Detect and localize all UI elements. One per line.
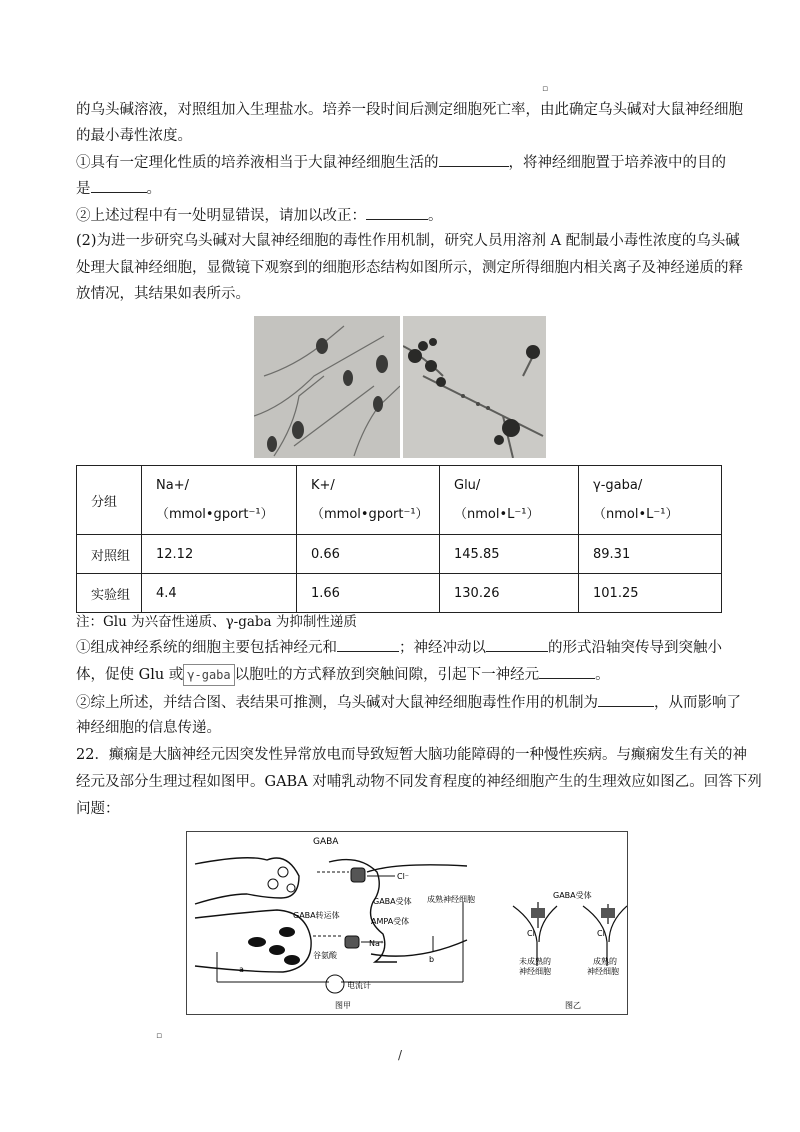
text-fragment: ①组成神经系统的细胞主要包括神经元和 bbox=[76, 640, 337, 656]
table-cell: 4.4 bbox=[142, 574, 297, 613]
label-gaba-transporter: GABA转运体 bbox=[293, 911, 340, 920]
table-cell: 130.26 bbox=[440, 574, 579, 613]
text-fragment: 的形式沿轴突传导到突触小 bbox=[548, 640, 722, 656]
header-unit: （nmol•L⁻¹） bbox=[593, 507, 679, 522]
answer-blank[interactable] bbox=[439, 152, 509, 167]
label-mature-1: 成熟的 bbox=[593, 957, 617, 966]
header-unit: （mmol•gport⁻¹） bbox=[311, 507, 429, 522]
label-mature-neuron: 成熟神经细胞 bbox=[427, 895, 475, 904]
answer-blank[interactable] bbox=[486, 637, 548, 652]
answer-blank[interactable] bbox=[366, 205, 428, 220]
question-2-1 bbox=[76, 637, 722, 658]
label-mature-2: 神经细胞 bbox=[587, 967, 619, 976]
header-cell bbox=[142, 466, 297, 535]
caption-fig-jia: 图甲 bbox=[335, 1001, 351, 1010]
gaba-inline-image: γ-gaba bbox=[183, 664, 234, 686]
table-note: 注：Glu 为兴奋性递质、γ-gaba 为抑制性递质 bbox=[76, 614, 357, 630]
data-table bbox=[76, 465, 722, 613]
table-cell: 12.12 bbox=[142, 535, 297, 574]
header-cell bbox=[579, 466, 722, 535]
label-ampa-receptor: AMPA受体 bbox=[371, 917, 410, 926]
question-2-2 bbox=[76, 692, 741, 713]
label-na: Na⁺ bbox=[369, 939, 385, 948]
text-fragment: ，从而影响了 bbox=[654, 695, 741, 711]
label-gaba: GABA bbox=[313, 837, 339, 847]
header-cell bbox=[297, 466, 440, 535]
micrograph-control bbox=[254, 316, 400, 458]
top-mark: ▫ bbox=[542, 84, 549, 94]
text-line: 经元及部分生理过程如图甲。GABA 对哺乳动物不同发育程度的神经细胞产生的生理效应如图乙。回答下列 bbox=[76, 774, 762, 790]
text-fragment: 体，促使 Glu 或 bbox=[76, 667, 184, 683]
neuron-image bbox=[254, 316, 400, 458]
answer-blank[interactable] bbox=[598, 692, 654, 707]
diagram-svg bbox=[187, 832, 627, 1014]
question-1-1 bbox=[76, 152, 726, 173]
answer-blank[interactable] bbox=[91, 178, 147, 193]
text-fragment: 。 bbox=[428, 208, 443, 224]
table-cell: 0.66 bbox=[297, 535, 440, 574]
text-line: 的最小毒性浓度。 bbox=[76, 128, 192, 144]
table-row bbox=[77, 574, 722, 613]
label-gaba-receptor: GABA受体 bbox=[373, 897, 412, 906]
label-cl-right: Cl bbox=[597, 929, 605, 938]
header-unit: （nmol•L⁻¹） bbox=[454, 507, 540, 522]
label-glutamate: 谷氨酸 bbox=[313, 951, 337, 960]
table-cell: 89.31 bbox=[579, 535, 722, 574]
text-fragment: 以胞吐的方式释放到突触间隙，引起下一神经元 bbox=[234, 667, 540, 683]
table-cell: 对照组 bbox=[77, 535, 142, 574]
caption-fig-yi: 图乙 bbox=[565, 1001, 581, 1010]
text-line: 处理大鼠神经细胞，显微镜下观察到的细胞形态结构如图所示，测定所得细胞内相关离子及神经递质的释 bbox=[76, 260, 743, 276]
header-label: K+/ bbox=[311, 478, 335, 493]
question-22: 22．癫痫是大脑神经元因突发性异常放电而导致短暂大脑功能障碍的一种慢性疾病。与癫痫发生有关的神 bbox=[76, 747, 747, 763]
text-fragment: ②综上所述，并结合图、表结果可推测，乌头碱对大鼠神经细胞毒性作用的机制为 bbox=[76, 695, 598, 711]
table-cell: 145.85 bbox=[440, 535, 579, 574]
text-line: 问题： bbox=[76, 801, 120, 817]
answer-blank[interactable] bbox=[539, 664, 595, 679]
bottom-mark: ▫ bbox=[156, 1031, 163, 1041]
text-fragment: ，将神经细胞置于培养液中的目的 bbox=[508, 155, 726, 171]
label-a: a bbox=[239, 965, 244, 974]
header-label: γ-gaba/ bbox=[593, 478, 643, 493]
text-fragment: ①具有一定理化性质的培养液相当于大鼠神经细胞生活的 bbox=[76, 155, 439, 171]
label-immature-1: 未成熟的 bbox=[519, 957, 551, 966]
header-label: Glu/ bbox=[454, 478, 481, 493]
question-1-2 bbox=[76, 205, 443, 226]
table-row bbox=[77, 535, 722, 574]
neuron-image bbox=[403, 316, 546, 458]
figure-neuron-diagram bbox=[186, 831, 628, 1015]
label-b: b bbox=[429, 955, 435, 964]
text-fragment: ②上述过程中有一处明显错误，请加以改正： bbox=[76, 208, 366, 224]
label-meter: 电流计 bbox=[347, 981, 371, 990]
question-2-1-cont bbox=[76, 664, 610, 686]
label-gaba-receptor-2: GABA受体 bbox=[553, 891, 592, 900]
table-cell: 101.25 bbox=[579, 574, 722, 613]
text-fragment: 。 bbox=[595, 667, 610, 683]
text-fragment: ；神经冲动以 bbox=[399, 640, 486, 656]
text-line: (2)为进一步研究乌头碱对大鼠神经细胞的毒性作用机制，研究人员用溶剂 A 配制最小毒性浓度的乌头碱 bbox=[76, 233, 740, 249]
header-label: Na+/ bbox=[156, 478, 189, 493]
label-cl-left: Cl bbox=[527, 929, 535, 938]
header-unit: （mmol•gport⁻¹） bbox=[156, 507, 274, 522]
text-fragment: 。 bbox=[146, 181, 161, 197]
label-immature-2: 神经细胞 bbox=[519, 967, 551, 976]
question-1-1-cont bbox=[76, 178, 161, 199]
answer-blank[interactable] bbox=[337, 637, 399, 652]
header-label: 分组 bbox=[91, 494, 118, 510]
text-line: 的乌头碱溶液，对照组加入生理盐水。培养一段时间后测定细胞死亡率，由此确定乌头碱对大鼠神经细胞 bbox=[76, 102, 743, 118]
table-cell: 1.66 bbox=[297, 574, 440, 613]
text-line: 放情况，其结果如表所示。 bbox=[76, 286, 250, 302]
page-footer: / bbox=[398, 1048, 403, 1062]
micrograph-experiment bbox=[403, 316, 546, 458]
table-cell: 实验组 bbox=[77, 574, 142, 613]
header-cell bbox=[440, 466, 579, 535]
table-header-row bbox=[77, 466, 722, 535]
text-fragment: 是 bbox=[76, 181, 91, 197]
header-cell bbox=[77, 466, 142, 535]
text-line: 神经细胞的信息传递。 bbox=[76, 720, 221, 736]
label-cl: Cl⁻ bbox=[397, 872, 410, 881]
